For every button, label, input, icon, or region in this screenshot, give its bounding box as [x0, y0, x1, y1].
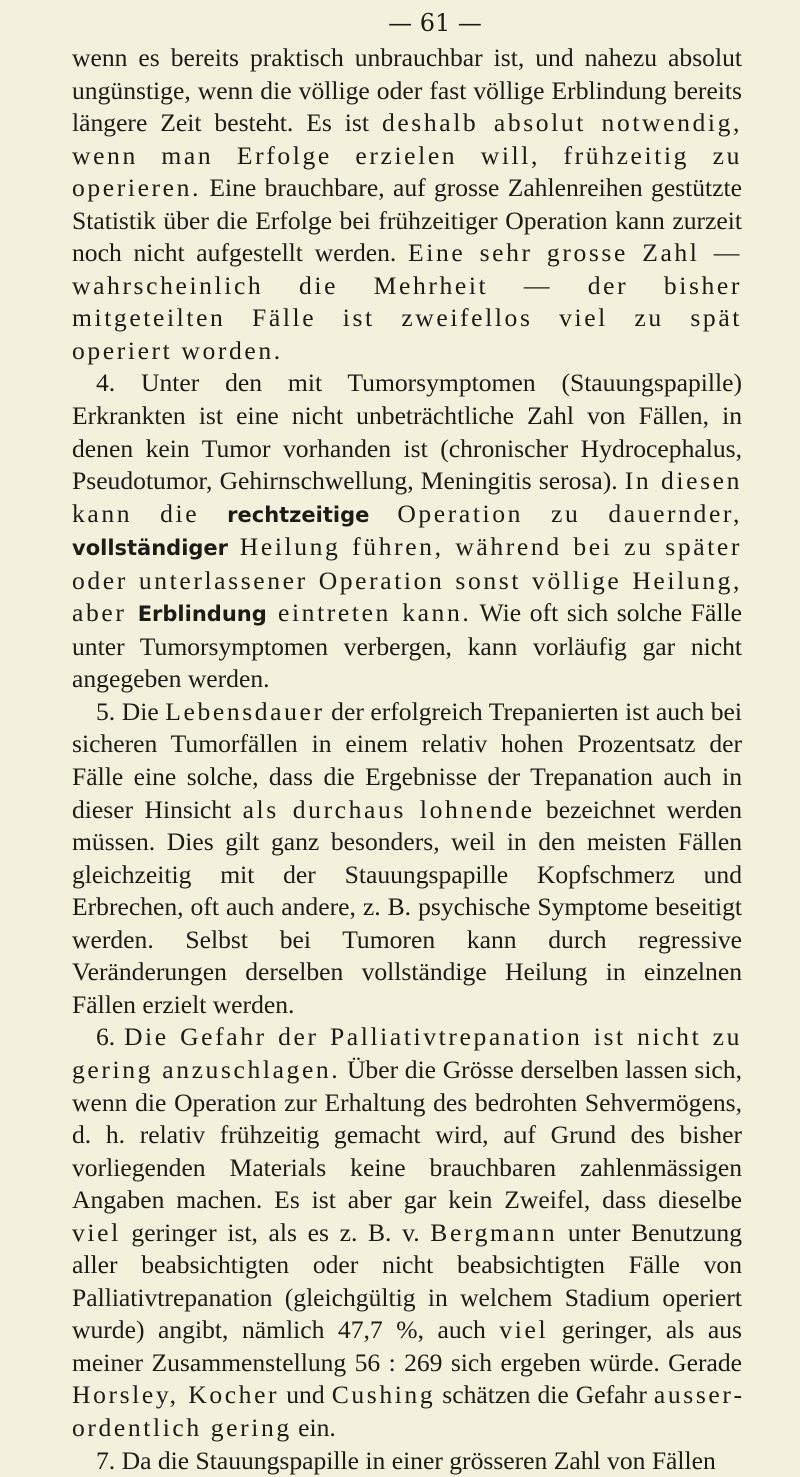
spaced-emphasis-text: deshalb absolut notwendig, wenn man Erfolge erzielen will, frühzeitig zu operieren.: [72, 108, 742, 203]
text-segment: 5. Die: [96, 696, 166, 726]
text-segment: 7. Da die Stauungspapille in einer grösseren Zahl von Fällen: [96, 1445, 716, 1475]
text-segment: 6.: [96, 1022, 124, 1052]
spaced-emphasis-text: Heilung führen, während bei zu später oder unterlassener Operation sonst völlige Heilung, aber: [72, 532, 742, 628]
text-segment: unter Benutzung aller beabsichtigten oder nicht beabsichtigten Fälle von Palliativtrepanation (gleichgültig in welchem Stadium operiert wurde) angibt, nämlich 47,7 %, auch: [72, 1217, 742, 1345]
spaced-emphasis-text: eintreten kann.: [266, 598, 472, 628]
spaced-emphasis-text: Eine sehr grosse Zahl — wahrscheinlich die Mehrheit — der bisher mitgeteilten Fälle ist zweifellos viel zu spät operiert worden.: [72, 238, 742, 365]
spaced-emphasis-text: Horsley, Kocher: [72, 1380, 280, 1410]
spaced-emphasis-text: Bergmann: [430, 1217, 558, 1247]
spaced-emphasis-text: Die Gefahr der Palliativtrepanation ist nicht zu gering anzuschlagen.: [72, 1022, 742, 1084]
spaced-emphasis-text: viel: [499, 1315, 549, 1345]
paragraph-4: [72, 367, 742, 695]
paragraph-6: [72, 1021, 742, 1444]
text-segment: ein.: [291, 1412, 336, 1442]
spaced-emphasis-text: Lebensdauer: [165, 696, 325, 726]
page-number: — 61 —: [388, 9, 482, 37]
text-segment: bezeichnet werden müssen. Dies gilt ganz besonders, weil in den meisten Fällen gleichzeitig mit der Stauungspapille Kopfschmerz und Erbrechen, oft auch andere, z. B. psychische Symptome beseitigt werden. Selbst bei Tumoren kann durch regressive Veränderungen derselben vollständige Heilung in einzelnen Fällen erzielt werden.: [72, 794, 743, 1019]
text-segment: Eine brauchbare, auf grosse Zahlenreihen gestützte Statistik über die Erfolge bei frühzeitiger Operation kann zurzeit noch nicht aufgestellt werden.: [72, 173, 742, 268]
spaced-emphasis-text: Operation zu dauernder,: [369, 498, 743, 528]
text-segment: der erfolgreich Trepanierten ist auch bei sicheren Tumorfällen in einem relativ hohen Prozentsatz der Fälle eine solche, dass die Ergebnisse der Trepanation auch in dieser Hinsicht: [72, 696, 742, 824]
bold-text: vollständiger: [72, 536, 229, 561]
spaced-emphasis-text: Cushing: [331, 1380, 436, 1410]
bold-text: rechtzeitige: [227, 502, 370, 527]
text-segment: Wie oft sich solche Fälle unter Tumorsymptomen verbergen, kann vorläufig gar nicht angegeben werden.: [72, 598, 742, 694]
paragraph-intro: [72, 42, 742, 367]
text-segment: und: [279, 1380, 332, 1410]
text-segment: 4. Unter den mit Tumorsymptomen (Stauungspapille) Erkrankten ist eine nicht unbeträchtliche Zahl von Fällen, in denen kein Tumor vorhanden ist (chronischer Hydrocephalus, Pseudotumor, Gehirnschwellung, Meningitis serosa).: [72, 368, 742, 496]
document-page: [72, 0, 743, 1475]
paragraph-7: [72, 1445, 742, 1477]
text-segment: Über die Grösse derselben lassen sich, wenn die Operation zur Erhaltung des bedrohten Sehvermögens, d. h. relativ frühzeitig gemacht wird, auf Grund des bisher vorliegenden Materials keine brauchbaren zahlenmässigen Angaben machen. Es ist aber gar kein Zweifel, dass dieselbe: [72, 1054, 742, 1215]
text-segment: geringer ist, als es z. B. v.: [120, 1217, 431, 1247]
spaced-emphasis-text: viel: [72, 1217, 121, 1247]
text-segment: schätzen die Gefahr: [435, 1380, 654, 1410]
text-segment: geringer, als aus meiner Zusammenstellung 56 : 269 sich ergeben würde. Gerade: [72, 1315, 742, 1377]
paragraph-5: [72, 696, 742, 1021]
spaced-emphasis-text: In diesen kann die: [72, 466, 742, 528]
body-text: [72, 42, 742, 1477]
bold-text: Erblindung: [137, 602, 267, 627]
text-segment: wenn es bereits praktisch unbrauchbar ist, und nahezu absolut ungünstige, wenn die völlige oder fast völlige Erblindung bereits längere Zeit besteht. Es ist: [72, 43, 742, 138]
spaced-emphasis-text: als durchaus lohnende: [242, 794, 535, 824]
spaced-emphasis-text: ausserordentlich gering: [72, 1380, 743, 1442]
